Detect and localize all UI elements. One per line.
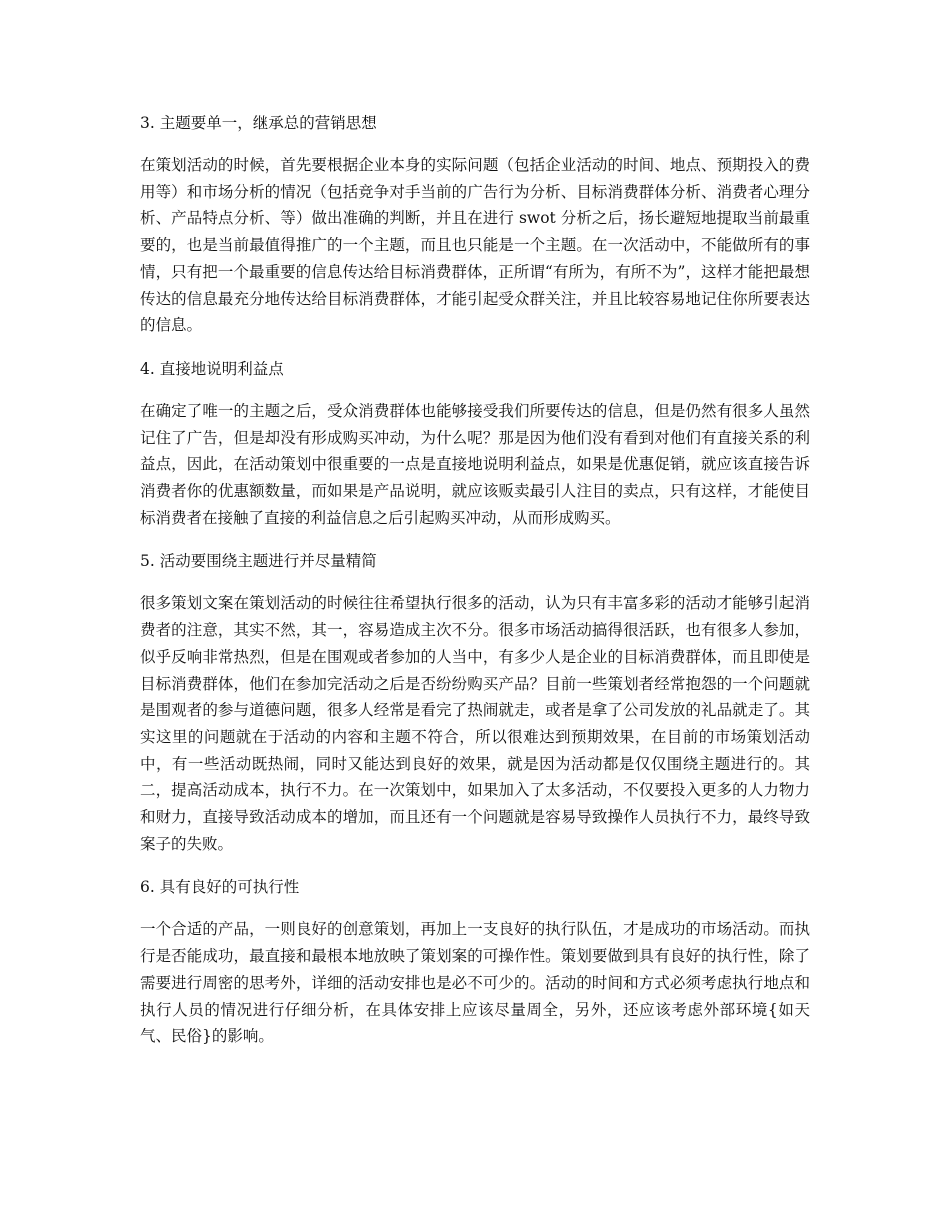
section-heading-3: 3. 主题要单一，继承总的营销思想 <box>140 114 377 132</box>
section-body-3: 在策划活动的时候，首先要根据企业本身的实际问题（包括企业活动的时间、地点、预期投入的费用等）和市场分析的情况（包括竞争对手当前的广告行为分析、目标消费群体分析、消费者心理分析、产品特点分析、等）做出准确的判断，并且在进行 swot 分析之后，扬长避短地提取当前最重要的，也是当前最值得推广的一个主题，而且也只能是一个主题。在一次活动中，不能做所有的事情，只有把一个最重要的信息传达给目标消费群体，正所谓“有所为，有所不为”，这样才能把最想传达的信息最充分地传达给目标消费群体，才能引起受众群关注，并且比较容易地记住你所要表达的信息。 <box>140 156 810 335</box>
section-body-4: 在确定了唯一的主题之后，受众消费群体也能够接受我们所要传达的信息，但是仍然有很多人虽然记住了广告，但是却没有形成购买冲动，为什么呢？那是因为他们没有看到对他们有直接关系的利益点，因此，在活动策划中很重要的一点是直接地说明利益点，如果是优惠促销，就应该直接告诉消费者你的优惠额数量，而如果是产品说明，就应该贩卖最引人注目的卖点，只有这样，才能使目标消费者在接触了直接的利益信息之后引起购买冲动，从而形成购买。 <box>140 401 810 527</box>
section-body-5: 很多策划文案在策划活动的时候往往希望执行很多的活动，认为只有丰富多彩的活动才能够引起消费者的注意，其实不然，其一，容易造成主次不分。很多市场活动搞得很活跃，也有很多人参加，似乎反响非常热烈，但是在围观或者参加的人当中，有多少人是企业的目标消费群体，而且即使是目标消费群体，他们在参加完活动之后是否纷纷购买产品？目前一些策划者经常抱怨的一个问题就是围观者的参与道德问题，很多人经常是看完了热闹就走，或者是拿了公司发放的礼品就走了。其实这里的问题就在于活动的内容和主题不符合，所以很难达到预期效果，在目前的市场策划活动中，有一些活动既热闹，同时又能达到良好的效果，就是因为活动都是仅仅围绕主题进行的。其二，提高活动成本，执行不力。在一次策划中，如果加入了太多活动，不仅要投入更多的人力物力和财力，直接导致活动成本的增加，而且还有一个问题就是容易导致操作人员执行不力，最终导致案子的失败。 <box>140 594 810 853</box>
section-body-6: 一个合适的产品，一则良好的创意策划，再加上一支良好的执行队伍，才是成功的市场活动。而执行是否能成功，最直接和最根本地放映了策划案的可操作性。策划要做到具有良好的执行性，除了需要进行周密的思考外，详细的活动安排也是必不可少的。活动的时间和方式必须考虑执行地点和执行人员的情况进行仔细分析，在具体安排上应该尽量周全，另外，还应该考虑外部环境{如天气、民俗}的影响。 <box>140 920 810 1046</box>
section-heading-4: 4. 直接地说明利益点 <box>140 359 284 378</box>
document-page <box>140 108 810 1065</box>
section-heading-5: 5. 活动要围绕主题进行并尽量精简 <box>140 552 377 571</box>
section-heading-6: 6. 具有良好的可执行性 <box>140 878 300 897</box>
